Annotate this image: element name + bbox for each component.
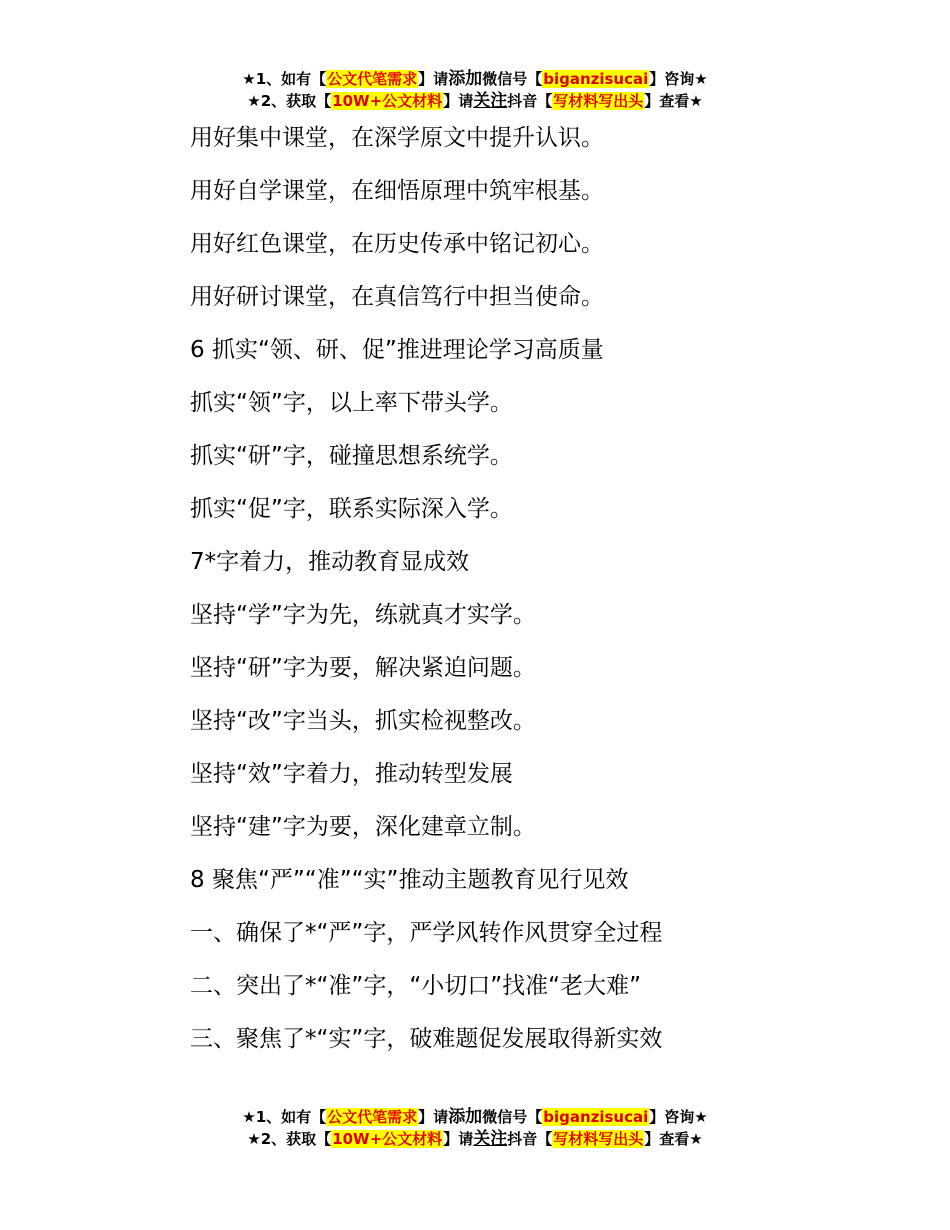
section-heading: 8 聚焦“严”“准”“实”推动主题教育见行见效 bbox=[190, 867, 629, 893]
section-heading: 7*字着力，推动教育显成效 bbox=[190, 549, 470, 575]
banner-text: 】查看★ bbox=[644, 92, 703, 110]
body-line: 抓实“促”字，联系实际深入学。 bbox=[190, 496, 513, 522]
banner-underline: 关注 bbox=[473, 1129, 508, 1149]
banner-highlight: 10W+公文材料 bbox=[332, 92, 443, 110]
banner-text: 】咨询★ bbox=[649, 70, 708, 88]
banner-highlight: 公文代笔需求 bbox=[327, 1108, 418, 1126]
banner-highlight: 公文代笔需求 bbox=[327, 70, 418, 88]
body-line: 坚持“改”字当头，抓实检视整改。 bbox=[190, 708, 536, 734]
body-line: 用好集中课堂，在深学原文中提升认识。 bbox=[190, 125, 604, 151]
banner-text: 】咨询★ bbox=[649, 1108, 708, 1126]
banner-text: ★1、如有【 bbox=[242, 70, 327, 88]
body-line: 用好自学课堂，在细悟原理中筑牢根基。 bbox=[190, 178, 604, 204]
body-line: 坚持“效”字着力，推动转型发展 bbox=[190, 761, 513, 787]
banner-line-2 bbox=[0, 90, 950, 112]
document-body bbox=[190, 116, 910, 1070]
banner-highlight: biganzisucai bbox=[543, 1108, 649, 1126]
banner-underline: 关注 bbox=[473, 91, 508, 111]
banner-highlight: 写材料写出头 bbox=[553, 92, 644, 110]
header-banner bbox=[0, 68, 950, 112]
body-line: 一、确保了*“严”字，严学风转作风贯穿全过程 bbox=[190, 920, 663, 946]
banner-text: ★2、获取【 bbox=[247, 92, 332, 110]
banner-line-1 bbox=[0, 68, 950, 90]
banner-text: 】查看★ bbox=[644, 1130, 703, 1148]
banner-text: 微信号【 bbox=[482, 70, 543, 88]
body-line: 用好红色课堂，在历史传承中铭记初心。 bbox=[190, 231, 604, 257]
banner-text: ★1、如有【 bbox=[242, 1108, 327, 1126]
banner-text: 抖音【 bbox=[507, 92, 553, 110]
footer-banner bbox=[0, 1106, 950, 1150]
banner-highlight: 写材料写出头 bbox=[553, 1130, 644, 1148]
body-line: 抓实“研”字，碰撞思想系统学。 bbox=[190, 443, 513, 469]
banner-highlight: 10W+公文材料 bbox=[332, 1130, 443, 1148]
body-line: 三、聚焦了*“实”字，破难题促发展取得新实效 bbox=[190, 1026, 663, 1052]
body-line: 坚持“研”字为要，解决紧迫问题。 bbox=[190, 655, 536, 681]
banner-text: 】请 bbox=[443, 92, 474, 110]
banner-text: 微信号【 bbox=[482, 1108, 543, 1126]
section-heading: 6 抓实“领、研、促”推进理论学习高质量 bbox=[190, 337, 604, 363]
banner-highlight: biganzisucai bbox=[543, 70, 649, 88]
body-line: 二、突出了*“准”字，“小切口”找准“老大难” bbox=[190, 973, 641, 999]
body-line: 抓实“领”字，以上率下带头学。 bbox=[190, 390, 513, 416]
banner-emphasis: 添加 bbox=[448, 69, 483, 89]
banner-text: 】请 bbox=[418, 1108, 449, 1126]
banner-text: 】请 bbox=[443, 1130, 474, 1148]
banner-text: ★2、获取【 bbox=[247, 1130, 332, 1148]
body-line: 坚持“建”字为要，深化建章立制。 bbox=[190, 814, 536, 840]
body-line: 用好研讨课堂，在真信笃行中担当使命。 bbox=[190, 284, 604, 310]
body-line: 坚持“学”字为先，练就真才实学。 bbox=[190, 602, 536, 628]
banner-text: 】请 bbox=[418, 70, 449, 88]
banner-line-1 bbox=[0, 1106, 950, 1128]
banner-text: 抖音【 bbox=[507, 1130, 553, 1148]
banner-emphasis: 添加 bbox=[448, 1107, 483, 1127]
banner-line-2 bbox=[0, 1128, 950, 1150]
